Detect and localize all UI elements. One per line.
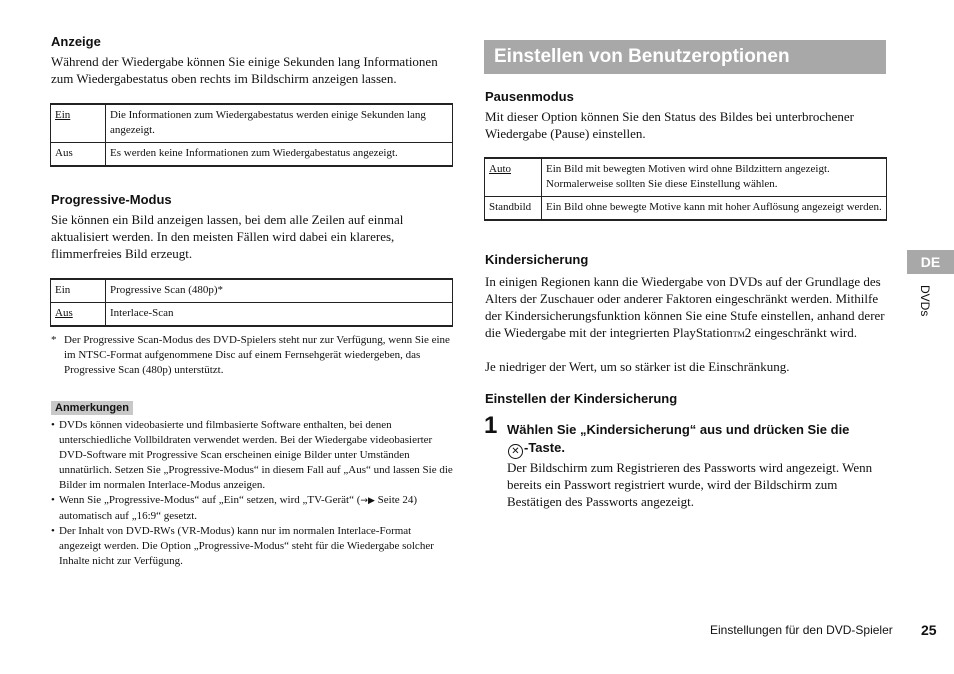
footer-label: Einstellungen für den DVD-Spieler (710, 623, 893, 637)
table-row (51, 279, 453, 303)
pausenmodus-table (484, 157, 887, 221)
option-desc: Ein Bild ohne bewegte Motive kann mit hoher Auflösung angezeigt werden. (542, 197, 887, 221)
trademark: TM (732, 330, 745, 339)
table-row (51, 303, 453, 327)
step-heading: Wählen Sie „Kindersicherung“ aus und drücken Sie die ✕ -Taste. (507, 422, 850, 457)
step-number: 1 (484, 412, 498, 439)
footnote-mark: * (51, 334, 57, 346)
page-reference-arrow-icon: →▶ (360, 496, 375, 506)
option-name: Aus (55, 307, 73, 319)
anzeige-table (50, 103, 453, 167)
anzeige-heading: Anzeige (51, 34, 101, 49)
table-row (485, 197, 887, 221)
progressive-heading: Progressive-Modus (51, 192, 172, 207)
option-name: Ein (55, 109, 71, 121)
option-desc: Progressive Scan (480p)* (106, 279, 453, 303)
kindersicherung-text: In einigen Regionen kann die Wiedergabe von DVDs auf der Grundlage des Alters der Zuschauer oder anderer Faktoren eingeschränkt werden. Mithilfe der Kindersicherungsfunktion können Sie eine Stufe einstellen, anhand derer die Wiedergabe mit der integrierten PlayStationTM2 eingeschränkt wird. (485, 274, 885, 340)
page-number: 25 (921, 622, 937, 638)
section-title: Einstellen von Benutzeroptionen (484, 40, 886, 74)
einstellen-heading: Einstellen der Kindersicherung (485, 391, 678, 406)
pausenmodus-heading: Pausenmodus (485, 89, 574, 104)
anzeige-text: Während der Wiedergabe können Sie einige Sekunden lang Informationen zum Wiedergabestatus oben rechts im Bildschirm anzeigen lassen. (51, 54, 438, 86)
note-item: • Der Inhalt von DVD-RWs (VR-Modus) kann nur im normalen Interlace-Format angezeigt werden. Die Option „Progressive-Modus“ steht für die Wiedergabe solcher Inhalte nicht zur Verfügung. (51, 524, 453, 569)
notes-list (51, 418, 453, 569)
notes-tag: Anmerkungen (51, 398, 133, 416)
language-tab: DE (907, 250, 954, 274)
option-name: Aus (51, 143, 106, 167)
progressive-text: Sie können ein Bild anzeigen lassen, bei dem alle Zeilen auf einmal aktualisiert werden. In den meisten Fällen wird dabei ein klareres, flimmerfreies Bild erzeugt. (51, 212, 404, 261)
option-desc: Interlace-Scan (106, 303, 453, 327)
option-name: Standbild (485, 197, 542, 221)
progressive-footnote (51, 333, 453, 378)
option-name: Ein (51, 279, 106, 303)
note-item: • DVDs können videobasierte und filmbasierte Software enthalten, bei denen unterschiedliche Vollbildraten verwendet werden. Bei der Wiedergabe videobasierter DVD-Software mit Progressive Scan erscheinen einige Bilder unter Umständen unnatürlich. Setzen Sie „Progressive-Modus“ in diesem Fall auf „Aus“ und lassen Sie die Bilder im normalen Interlace-Modus anzeigen. (51, 418, 453, 493)
table-row (51, 143, 453, 167)
kindersicherung-text2: Je niedriger der Wert, um so stärker ist die Einschränkung. (485, 359, 790, 374)
page-reference[interactable]: Seite 24 (377, 494, 414, 506)
footnote-text: Der Progressive Scan-Modus des DVD-Spielers steht nur zur Verfügung, wenn Sie eine im NTSC-Format aufgenommene Disc auf einem Fernsehgerät wiedergeben, das Progressive Scan (480p) unterstützt. (64, 334, 450, 376)
option-name: Auto (489, 163, 511, 175)
option-desc: Die Informationen zum Wiedergabestatus werden einige Sekunden lang angezeigt. (106, 104, 453, 143)
option-desc: Es werden keine Informationen zum Wiedergabestatus angezeigt. (106, 143, 453, 167)
table-row (51, 104, 453, 143)
kindersicherung-heading: Kindersicherung (485, 252, 589, 267)
step-text: Der Bildschirm zum Registrieren des Passworts wird angezeigt. Wenn bereits ein Passwort registriert wurde, wird der Bildschirm zum Bestätigen des Passworts angezeigt. (507, 460, 873, 509)
cross-button-icon: ✕ (508, 444, 523, 459)
note-item: • Wenn Sie „Progressive-Modus“ auf „Ein“ setzen, wird „TV-Gerät“ (→▶ Seite 24) automatisch auf „16:9“ gesetzt. (51, 493, 453, 524)
section-side-label: DVDs (918, 285, 932, 317)
option-desc: Ein Bild mit bewegten Motiven wird ohne Bildzittern angezeigt. Normalerweise sollten Sie diese Einstellung wählen. (542, 158, 887, 197)
progressive-table (50, 278, 453, 327)
pausenmodus-text: Mit dieser Option können Sie den Status des Bildes bei unterbrochener Wiedergabe (Pause) einstellen. (485, 109, 854, 141)
table-row (485, 158, 887, 197)
